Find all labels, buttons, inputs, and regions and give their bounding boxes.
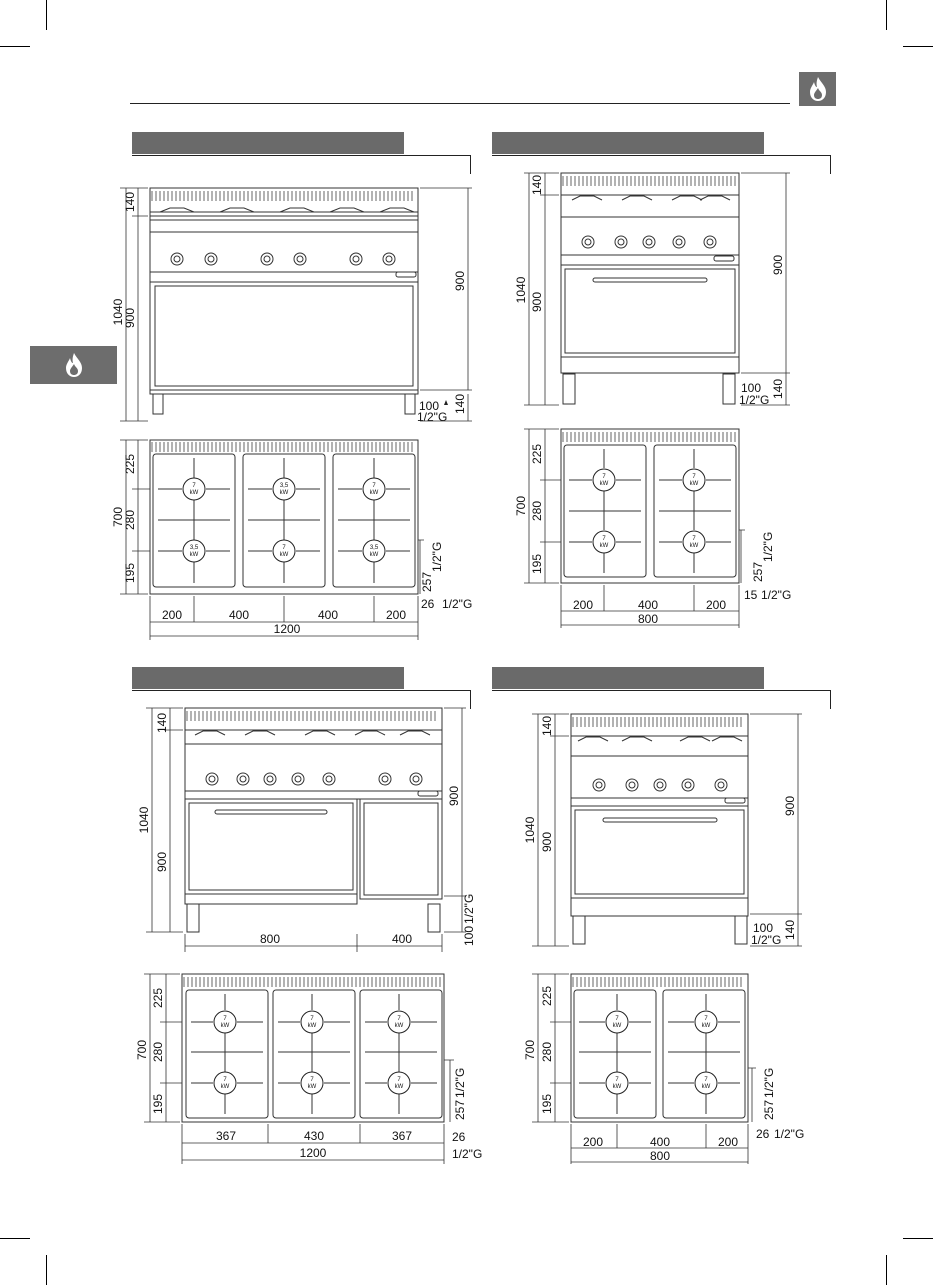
model2-front xyxy=(561,173,739,404)
dim-top-height: 140 xyxy=(123,191,137,213)
dim-side-height: 900 xyxy=(783,795,797,817)
burner-unit: kW xyxy=(612,1084,622,1090)
dim-depth: 700 xyxy=(514,495,528,517)
dim-gas-conn-size: 1/2"G xyxy=(751,933,782,947)
dim-col-mid: 400 xyxy=(649,1135,671,1149)
burner xyxy=(388,1011,410,1033)
burner-unit: kW xyxy=(599,543,609,549)
dim-row1: 225 xyxy=(530,443,544,465)
dim-col-left: 367 xyxy=(215,1129,237,1143)
dim-row3: 195 xyxy=(151,1093,165,1115)
dim-gas-side-size: 1/2"G xyxy=(762,1067,776,1098)
burner-unit: kW xyxy=(394,1084,404,1090)
burner xyxy=(301,1072,323,1094)
dim-gas-back: 15 xyxy=(744,588,758,602)
dim-gas-conn: 100 xyxy=(753,921,774,935)
burner-unit: kW xyxy=(279,552,289,558)
dim-feet-height: 140 xyxy=(453,393,467,415)
burner-unit: kW xyxy=(189,552,199,558)
burner-unit: kW xyxy=(307,1023,317,1029)
burner-power: 7 xyxy=(397,1016,401,1022)
burner-power: 3,5 xyxy=(279,483,289,489)
dim-total-width: 800 xyxy=(649,1149,671,1163)
control-knobs xyxy=(171,253,395,265)
dim-row1: 225 xyxy=(540,985,554,1007)
dim-top-height: 140 xyxy=(530,174,544,196)
burner-power: 7 xyxy=(692,536,696,542)
burner-power: 7 xyxy=(602,536,606,542)
dim-col-right: 367 xyxy=(391,1129,413,1143)
dim-total-width: 800 xyxy=(637,612,659,626)
burner xyxy=(363,478,385,500)
burner-unit: kW xyxy=(701,1023,711,1029)
burner-unit: kW xyxy=(689,543,699,549)
burner-power: 7 xyxy=(615,1077,619,1083)
model4-front xyxy=(571,714,748,944)
burner xyxy=(214,1072,236,1094)
burner xyxy=(214,1011,236,1033)
burner xyxy=(606,1072,628,1094)
burner xyxy=(695,1072,717,1094)
dim-gas-side: 257 xyxy=(762,1099,776,1120)
dim-row2: 280 xyxy=(530,500,544,522)
dim-depth: 700 xyxy=(135,1039,149,1061)
dim-gas-side-size: 1/2"G xyxy=(430,541,444,572)
dim-row2: 280 xyxy=(123,509,137,531)
dim-total-width: 1200 xyxy=(299,1146,327,1160)
dim-col-mid: 430 xyxy=(303,1129,325,1143)
gas-arrow xyxy=(444,400,448,405)
burner xyxy=(593,531,615,553)
burner-unit: kW xyxy=(189,490,199,496)
dim-side-height: 900 xyxy=(771,254,785,276)
dim-col-mid2: 400 xyxy=(317,608,339,622)
model1-front xyxy=(150,188,418,414)
dim-total-height: 1040 xyxy=(111,298,125,326)
burner xyxy=(301,1011,323,1033)
model3-top xyxy=(182,974,444,1122)
dim-gas-back-size: 1/2"G xyxy=(774,1127,805,1141)
dim-side-height: 900 xyxy=(447,785,461,807)
dim-col-right: 200 xyxy=(717,1135,739,1149)
burner-unit: kW xyxy=(599,481,609,487)
burner-unit: kW xyxy=(612,1023,622,1029)
dim-row2: 280 xyxy=(151,1041,165,1063)
dim-feet-height: 140 xyxy=(771,378,785,400)
burner-power: 7 xyxy=(223,1016,227,1022)
dim-col-right: 200 xyxy=(705,598,727,612)
burner-unit: kW xyxy=(369,490,379,496)
burner xyxy=(388,1072,410,1094)
burner-power: 3,5 xyxy=(189,545,199,551)
dim-col-left: 200 xyxy=(572,598,594,612)
dim-col-left: 200 xyxy=(161,608,183,622)
dim-total-width: 1200 xyxy=(273,622,301,636)
dim-col-right: 200 xyxy=(385,608,407,622)
dim-gas-back-size: 1/2"G xyxy=(761,588,792,602)
model2-top xyxy=(561,429,739,583)
dim-gas-conn-size: 1/2"G xyxy=(462,893,476,924)
dim-row2: 280 xyxy=(540,1041,554,1063)
burner-power: 7 xyxy=(310,1016,314,1022)
dim-top-height: 140 xyxy=(540,715,554,737)
dim-feet-height: 140 xyxy=(783,919,797,941)
burner-power: 7 xyxy=(397,1077,401,1083)
dim-gas-conn: 100 xyxy=(419,399,440,413)
dim-col-left: 200 xyxy=(582,1135,604,1149)
burner xyxy=(683,469,705,491)
burner-power: 3,5 xyxy=(369,545,379,551)
backsplash-vents xyxy=(152,191,412,201)
burner-power: 7 xyxy=(192,483,196,489)
model4-front-dims xyxy=(532,714,802,946)
burner-unit: kW xyxy=(394,1023,404,1029)
burner-unit: kW xyxy=(220,1023,230,1029)
burner-power: 7 xyxy=(615,1016,619,1022)
dim-row3: 195 xyxy=(123,562,137,584)
burner-unit: kW xyxy=(689,481,699,487)
dim-gas-back: 26 xyxy=(756,1127,770,1141)
dim-body-height: 900 xyxy=(155,851,169,873)
dim-gas-back-size: 1/2"G xyxy=(442,597,473,611)
dim-row1: 225 xyxy=(123,453,137,475)
burner-power: 7 xyxy=(704,1016,708,1022)
model3-front-dims xyxy=(146,708,466,952)
dim-top-height: 140 xyxy=(155,712,169,734)
burner xyxy=(183,540,205,562)
burner-power: 7 xyxy=(704,1077,708,1083)
dim-row3: 195 xyxy=(540,1093,554,1115)
model1-top xyxy=(150,440,418,594)
dim-gas-back: 26 xyxy=(452,1130,466,1144)
dim-row1: 225 xyxy=(151,987,165,1009)
burner-power: 7 xyxy=(602,474,606,480)
burner xyxy=(183,478,205,500)
model2-front-dims xyxy=(524,173,790,405)
dim-width-oven: 800 xyxy=(259,932,281,946)
burner-unit: kW xyxy=(307,1084,317,1090)
burner-power: 7 xyxy=(692,474,696,480)
dim-depth: 700 xyxy=(111,506,125,528)
dim-row3: 195 xyxy=(530,553,544,575)
dim-gas-conn: 100 xyxy=(462,925,476,946)
dim-gas-side-size: 1/2"G xyxy=(453,1067,467,1098)
dim-gas-back-size: 1/2"G xyxy=(452,1147,483,1161)
dim-total-height: 1040 xyxy=(523,816,537,844)
dim-total-height: 1040 xyxy=(137,806,151,834)
burner xyxy=(606,1011,628,1033)
burner-power: 7 xyxy=(282,545,286,551)
dim-gas-side: 257 xyxy=(420,571,434,592)
dim-body-height: 900 xyxy=(530,291,544,313)
burner-unit: kW xyxy=(701,1084,711,1090)
dim-gas-side: 257 xyxy=(751,561,765,582)
burner xyxy=(695,1011,717,1033)
burner xyxy=(683,531,705,553)
burner-unit: kW xyxy=(220,1084,230,1090)
dim-depth: 700 xyxy=(523,1039,537,1061)
dim-total-height: 1040 xyxy=(514,276,528,304)
burner xyxy=(273,540,295,562)
dim-col-mid1: 400 xyxy=(228,608,250,622)
burner-power: 7 xyxy=(372,483,376,489)
dim-gas-conn: 100 xyxy=(741,381,762,395)
dim-body-height: 900 xyxy=(540,831,554,853)
burner-power: 7 xyxy=(223,1077,227,1083)
dim-width-cab: 400 xyxy=(391,932,413,946)
dim-gas-conn-size: 1/2"G xyxy=(739,393,770,407)
burner-unit: kW xyxy=(369,552,379,558)
dim-col-mid: 400 xyxy=(637,598,659,612)
model3-front xyxy=(185,708,442,932)
dim-gas-side: 257 xyxy=(453,1099,467,1120)
dim-body-height: 900 xyxy=(123,307,137,329)
dim-gas-conn-size: 1/2"G xyxy=(417,410,448,424)
burner-unit: kW xyxy=(279,490,289,496)
model4-top xyxy=(571,974,748,1122)
burner xyxy=(273,478,295,500)
dim-side-height: 900 xyxy=(453,270,467,292)
burner-power: 7 xyxy=(310,1077,314,1083)
burner xyxy=(593,469,615,491)
dim-gas-side-size: 1/2"G xyxy=(761,531,775,562)
dim-gas-back: 26 xyxy=(421,597,435,611)
burner xyxy=(363,540,385,562)
